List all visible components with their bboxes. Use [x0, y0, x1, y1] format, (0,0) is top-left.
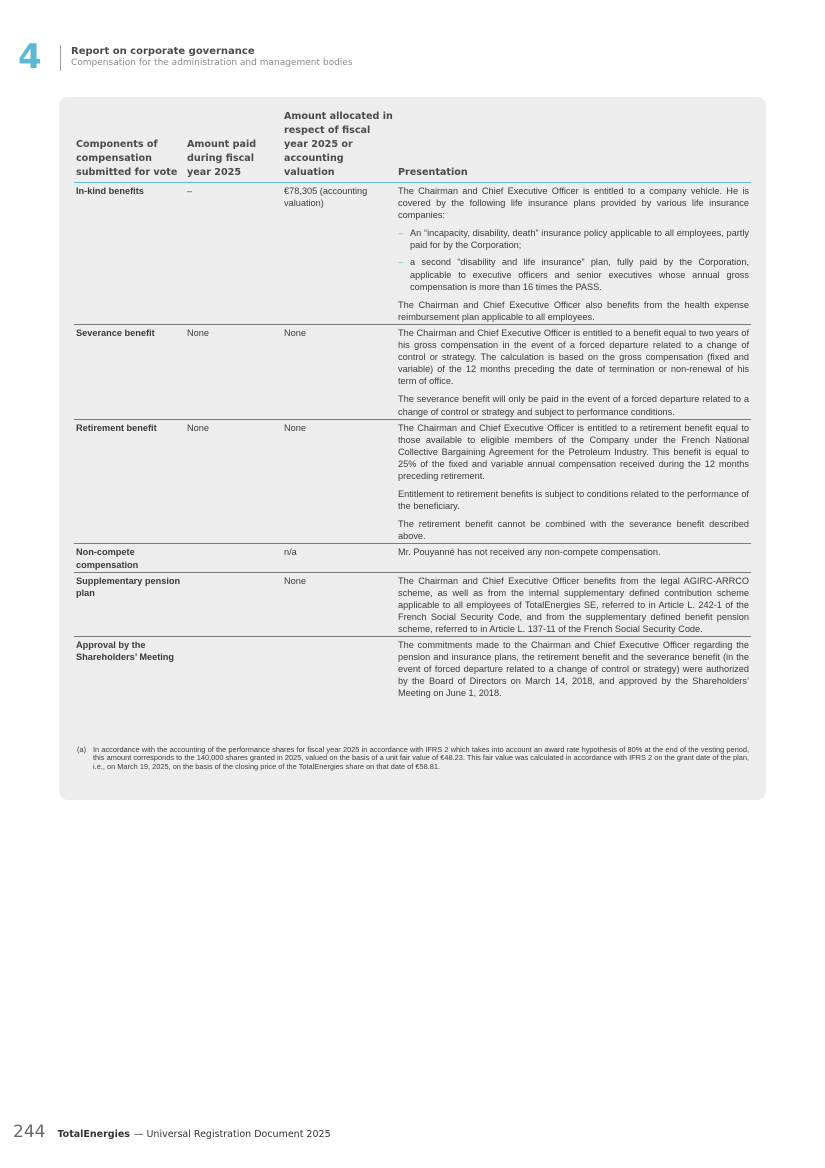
component-cell: In-kind benefits — [76, 186, 144, 196]
presentation-paragraph: The Chairman and Chief Executive Officer is entitled to a benefit equal to two years of his gross compensation in the event of a forced departure related to a change of control or strategy. The calculation is based on the gross compensation (fixed and variable) of the 12 months preceding the date of termination or non-renewal of his term of office. — [398, 327, 749, 387]
table-header-row — [74, 110, 751, 183]
component-cell: Retirement benefit — [74, 419, 185, 544]
list-item: – a second “disability and life insurance” plan, fully paid by the Corporation, applicable to executive officers and senior executives whose annual gross compensation is more than 16 times the PASS. — [398, 256, 749, 292]
component-cell: Non-compete compensation — [74, 544, 185, 572]
table-row — [74, 544, 751, 572]
paid-cell: – — [187, 186, 193, 196]
section-title: Report on corporate governance — [71, 46, 255, 57]
table-row — [74, 572, 751, 636]
presentation-cell — [396, 419, 751, 544]
component-cell: Approval by the Shareholders’ Meeting — [74, 637, 185, 701]
section-subtitle: Compensation for the administration and management bodies — [71, 58, 353, 68]
allocated-cell: €78,305 (accounting valuation) — [284, 186, 368, 209]
footnote-text: In accordance with the accounting of the performance shares for fiscal year 2025 in accordance with IFRS 2 which takes into account an award rate hypothesis of 80% at the end of the vesting period, this amount corresponds to the 140,000 shares granted in 2025, valued on the basis of a unit fair value of €48.23. This fair value was calculated in accordance with IFRS 2 on the grant date of the plan, i.e., on March 19, 2025, on the basis of the closing price of the TotalEnergies share on that date of €58.81. — [93, 745, 749, 771]
presentation-paragraph: The Chairman and Chief Executive Officer is entitled to a company vehicle. He is covered by the following life insurance plans provided by various life insurance companies: — [398, 186, 749, 221]
presentation-paragraph: Entitlement to retirement benefits is subject to conditions related to the performance of the beneficiary. — [398, 489, 749, 512]
component-cell: Severance benefit — [74, 324, 185, 419]
header-divider — [60, 45, 61, 71]
column-header-allocated: Amount allocated in respect of fiscal year 2025 or accounting valuation — [282, 110, 396, 183]
presentation-cell — [396, 637, 751, 701]
presentation-paragraph: The commitments made to the Chairman and Chief Executive Officer regarding the pension and insurance plans, the retirement benefit and the severance benefit (in the event of forced departure related to a change of control or strategy) were authorized by the Board of Directors on March 14, 2018, and approved by the Shareholders’ Meeting on June 1, 2018. — [398, 640, 749, 699]
column-header-component: Components of compensation submitted for vote — [74, 110, 185, 183]
presentation-cell — [396, 544, 751, 572]
paid-cell: None — [185, 419, 282, 544]
compensation-table — [74, 110, 751, 701]
table-row — [74, 324, 751, 419]
paid-cell: None — [185, 324, 282, 419]
page-number: 244 — [13, 1122, 46, 1142]
footnote — [77, 746, 749, 771]
column-header-presentation: Presentation — [396, 110, 751, 183]
document-title: — Universal Registration Document 2025 — [133, 1129, 331, 1140]
allocated-cell: None — [282, 324, 396, 419]
table-row — [74, 183, 751, 325]
paid-cell — [185, 544, 282, 572]
presentation-cell — [396, 183, 751, 325]
page-footer — [13, 1122, 331, 1142]
presentation-cell — [396, 324, 751, 419]
allocated-cell: n/a — [282, 544, 396, 572]
presentation-paragraph: The Chairman and Chief Executive Officer is entitled to a retirement benefit equal to those available to eligible members of the Company under the French National Collective Bargaining Agreement for the Petroleum Industry. This benefit is equal to 25% of the fixed and variable annual compensation received during the 12 months preceding retirement. — [398, 422, 749, 481]
allocated-cell — [282, 637, 396, 701]
presentation-paragraph: The Chairman and Chief Executive Officer benefits from the legal AGIRC-ARRCO scheme, as well as from the internal supplementary defined contribution scheme applicable to all employees of TotalEnergies SE, referred to in Article L. 242-1 of the French Social Security Code, and from the supplementary defined benefit pension scheme, referred to in Article L. 137-11 of the French Social Security Code. — [398, 575, 749, 634]
chapter-number: 4 — [18, 37, 42, 77]
presentation-paragraph: The severance benefit will only be paid in the event of a forced departure related to a change of control or strategy and subject to performance conditions. — [398, 394, 749, 417]
table-row — [74, 419, 751, 544]
presentation-cell — [396, 572, 751, 636]
paid-cell — [185, 572, 282, 636]
list-item: – An “incapacity, disability, death” insurance policy applicable to all employees, partly paid for by the Corporation; — [398, 227, 749, 251]
component-cell: Supplementary pension plan — [74, 572, 185, 636]
presentation-paragraph: The Chairman and Chief Executive Officer also benefits from the health expense reimbursement plan applicable to all employees. — [398, 299, 749, 322]
paid-cell — [185, 637, 282, 701]
footnote-mark: (a) — [77, 745, 87, 754]
allocated-cell: None — [282, 572, 396, 636]
allocated-cell: None — [282, 419, 396, 544]
table-row — [74, 637, 751, 701]
presentation-list — [398, 227, 749, 292]
presentation-paragraph: The retirement benefit cannot be combined with the severance benefit described above. — [398, 519, 749, 542]
presentation-paragraph: Mr. Pouyanné has not received any non-compete compensation. — [398, 547, 661, 558]
brand-name: TotalEnergies — [57, 1129, 130, 1140]
column-header-paid: Amount paid during fiscal year 2025 — [185, 110, 282, 183]
